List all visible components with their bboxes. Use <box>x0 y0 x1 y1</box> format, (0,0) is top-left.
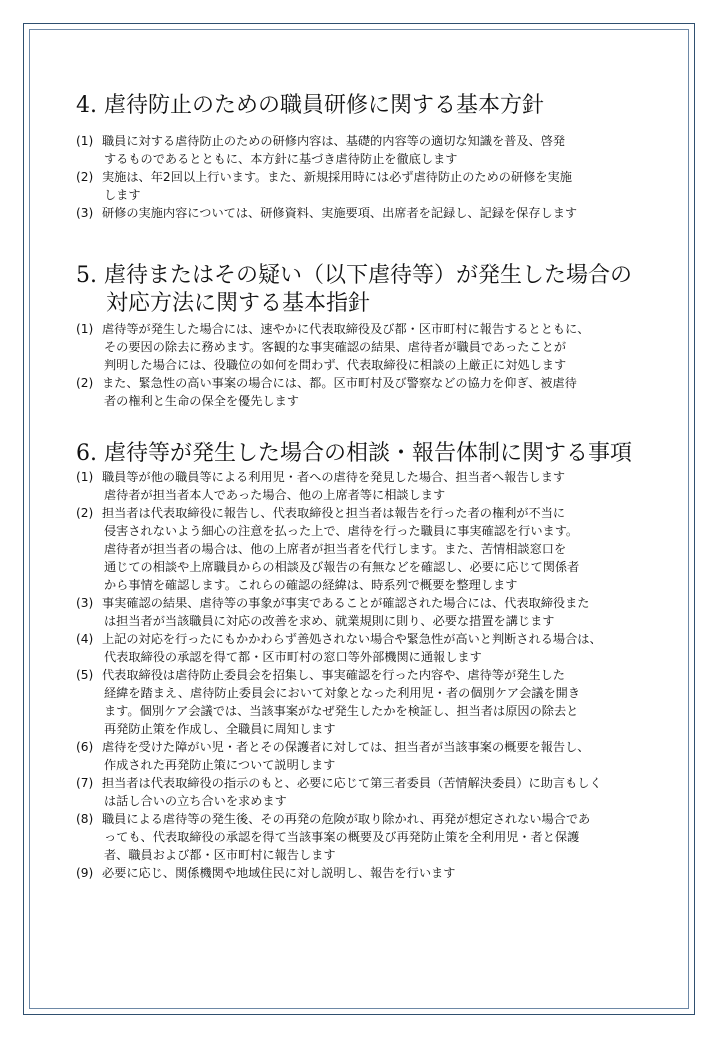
section-title-continued: 対応方法に関する基本指針 <box>106 291 371 316</box>
list-item <box>76 132 656 168</box>
list-item <box>76 666 656 738</box>
section-6 <box>76 440 656 882</box>
item-number: (2) <box>76 170 94 184</box>
section-title: 4. 虐待防止のための職員研修に関する基本方針 <box>76 93 544 118</box>
item-text: ます。個別ケア会議では、当該事案がなぜ発生したかを検証し、担当者は原因の除去と <box>104 704 579 718</box>
item-text: また、緊急性の高い事案の場合には、都。区市町村及び警察などの協力を仰ぎ、被虐待 <box>102 376 577 390</box>
section-5 <box>76 262 656 410</box>
item-number: (1) <box>76 134 94 148</box>
item-text: します <box>104 188 141 202</box>
item-number: (1) <box>76 470 94 484</box>
list-item <box>76 204 656 222</box>
item-number: (4) <box>76 632 94 646</box>
item-text: 再発防止策を作成し、全職員に周知します <box>104 722 336 736</box>
item-text: 作成された再発防止策について説明します <box>104 758 336 772</box>
list-item <box>76 594 656 630</box>
item-text: 虐待者が担当者の場合は、他の上席者が担当者を代行します。また、苦情相談窓口を <box>104 542 567 556</box>
item-text: 担当者は代表取締役に報告し、代表取締役と担当者は報告を行った者の権利が不当に <box>102 506 566 520</box>
item-text: 虐待を受けた障がい児・者とその保護者に対しては、担当者が当該事案の概要を報告し、 <box>102 740 590 754</box>
item-text: 虐待等が発生した場合には、速やかに代表取締役及び都・区市町村に報告するとともに、 <box>102 322 590 336</box>
list-item <box>76 504 656 594</box>
section-title: 6. 虐待等が発生した場合の相談・報告体制に関する事項 <box>76 441 632 466</box>
section-heading <box>76 92 656 120</box>
item-text: っても、代表取締役の承認を得て当該事案の概要及び再発防止策を全利用児・者と保護 <box>104 830 580 844</box>
item-text: は話し合いの立ち合いを求めます <box>104 794 287 808</box>
item-text: 事実確認の結果、虐待等の事象が事実であることが確認された場合には、代表取締役また <box>102 596 590 610</box>
item-text: 職員に対する虐待防止のための研修内容は、基礎的内容等の適切な知識を普及、啓発 <box>102 134 566 148</box>
section-title: 5. 虐待またはその疑い（以下虐待等）が発生した場合の <box>76 263 632 288</box>
item-text: 職員等が他の職員等による利用児・者への虐待を発見した場合、担当者へ報告します <box>102 470 566 484</box>
item-number: (3) <box>76 206 94 220</box>
item-number: (2) <box>76 506 94 520</box>
item-text: その要因の除去に務めます。客観的な事実確認の結果、虐待者が職員であったことが <box>104 340 567 354</box>
item-text: 職員による虐待等の発生後、その再発の危険が取り除かれ、再発が想定されない場合であ <box>102 812 591 826</box>
item-text: 研修の実施内容については、研修資料、実施要項、出席者を記録し、記録を保存します <box>102 206 578 220</box>
item-number: (2) <box>76 376 94 390</box>
item-text: 実施は、年2回以上行います。また、新規採用時には必ず虐待防止のための研修を実施 <box>102 170 572 184</box>
item-list <box>76 468 656 882</box>
item-text: するものであるとともに、本方針に基づき虐待防止を徹底します <box>104 152 458 166</box>
item-text: は担当者が当該職員に対応の改善を求め、就業規則に則り、必要な措置を講じます <box>104 614 555 628</box>
item-text: 代表取締役の承認を得て都・区市町村の窓口等外部機関に通報します <box>104 650 482 664</box>
item-number: (3) <box>76 596 94 610</box>
item-text: 判明した場合には、役職位の如何を問わず、代表取締役に相談の上厳正に対処します <box>104 358 567 372</box>
item-text: 必要に応じ、関係機関や地域住民に対し説明し、報告を行います <box>102 866 456 880</box>
section-4 <box>76 92 656 222</box>
list-item <box>76 738 656 774</box>
item-text: 上記の対応を行ったにもかかわらず善処されない場合や緊急性が高いと判断される場合は、 <box>102 632 602 646</box>
item-text: 者、職員および都・区市町村に報告します <box>104 848 336 862</box>
list-item <box>76 468 656 504</box>
item-number: (5) <box>76 668 94 682</box>
item-number: (6) <box>76 740 94 754</box>
section-heading <box>76 262 656 318</box>
item-text: 者の権利と生命の保全を優先します <box>104 394 299 408</box>
item-number: (7) <box>76 776 94 790</box>
item-number: (8) <box>76 812 94 826</box>
list-item <box>76 864 656 882</box>
list-item <box>76 630 656 666</box>
item-text: 担当者は代表取締役の指示のもと、必要に応じて第三者委員（苦情解決委員）に助言もしく <box>102 776 602 790</box>
list-item <box>76 774 656 810</box>
item-number: (9) <box>76 866 94 880</box>
item-text: 通じての相談や上席職員からの相談及び報告の有無などを確認し、必要に応じて関係者 <box>104 560 580 574</box>
item-text: から事情を確認します。これらの確認の経緯は、時系列で概要を整理します <box>104 578 518 592</box>
item-text: 代表取締役は虐待防止委員会を招集し、事実確認を行った内容や、虐待等が発生した <box>102 668 565 682</box>
item-number: (1) <box>76 322 94 336</box>
section-heading <box>76 440 656 468</box>
item-text: 侵害されないよう細心の注意を払った上で、虐待を行った職員に事実確認を行います。 <box>104 524 579 538</box>
list-item <box>76 320 656 374</box>
item-list <box>76 132 656 222</box>
item-list <box>76 320 656 410</box>
item-text: 虐待者が担当者本人であった場合、他の上席者等に相談します <box>104 488 446 502</box>
list-item <box>76 374 656 410</box>
list-item <box>76 810 656 864</box>
item-text: 経緯を踏まえ、虐待防止委員会において対象となった利用児・者の個別ケア会議を開き <box>104 686 581 700</box>
list-item <box>76 168 656 204</box>
